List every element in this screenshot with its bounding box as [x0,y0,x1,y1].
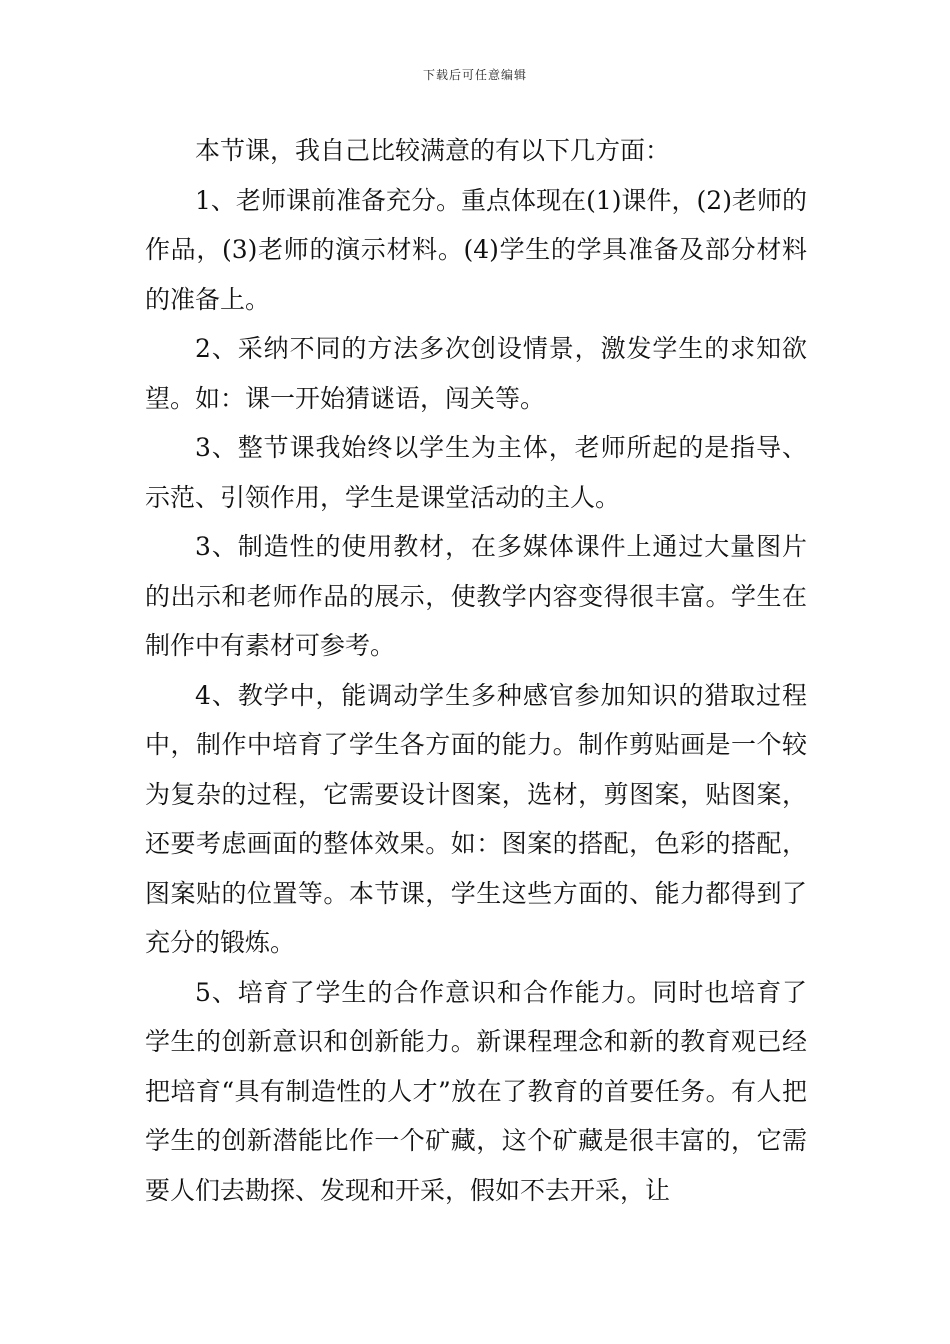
paragraph-point-2: 2、采纳不同的方法多次创设情景，激发学生的求知欲望。如：课一开始猜谜语，闯关等。 [145,334,807,413]
document-body [145,126,807,1215]
paragraph-point-1: 1、老师课前准备充分。重点体现在(1)课件，(2)老师的作品，(3)老师的演示材料。(4)学生的学具准备及部分材料的准备上。 [145,185,807,314]
paragraph-intro: 本节课，我自己比较满意的有以下几方面： [195,136,671,165]
page-header: 下载后可任意编辑 [422,68,527,82]
paragraph-point-3b: 3、制造性的使用教材，在多媒体课件上通过大量图片的出示和老师作品的展示，使教学内容变得很丰富。学生在制作中有素材可参考。 [145,532,807,660]
paragraph-point-5: 5、培育了学生的合作意识和合作能力。同时也培育了学生的创新意识和创新能力。新课程理念和新的教育观已经把培育“具有制造性的人才”放在了教育的首要任务。有人把学生的创新潜能比作一个矿藏，这个矿藏是很丰富的，它需要人们去勘探、发现和开采，假如不去开采，让 [145,977,807,1205]
paragraph-point-3a: 3、整节课我始终以学生为主体，老师所起的是指导、示范、引领作用，学生是课堂活动的主人。 [145,433,807,512]
paragraph-point-4: 4、教学中，能调动学生多种感官参加知识的猎取过程中，制作中培育了学生各方面的能力。制作剪贴画是一个较为复杂的过程，它需要设计图案，选材，剪图案，贴图案，还要考虑画面的整体效果。如：图案的搭配，色彩的搭配，图案贴的位置等。本节课，学生这些方面的、能力都得到了充分的锻炼。 [145,680,807,957]
